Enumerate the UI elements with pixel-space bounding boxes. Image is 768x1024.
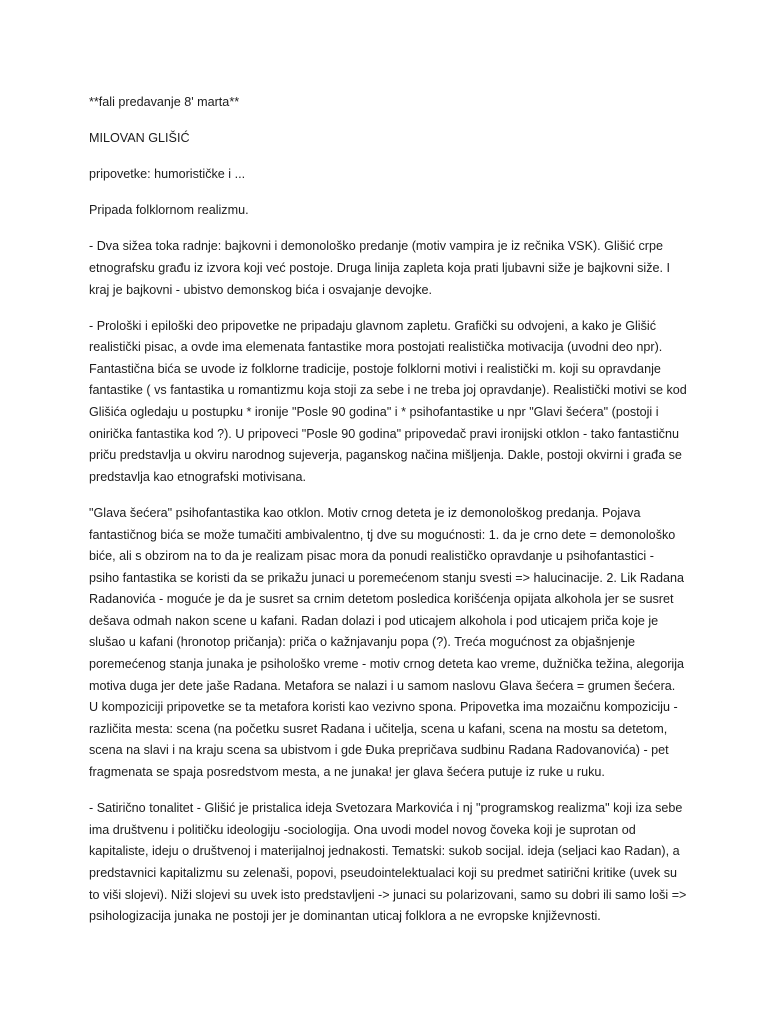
header-note: **fali predavanje 8' marta** xyxy=(89,95,240,109)
subtitle-line: pripovetke: humorističke i ... xyxy=(89,167,246,182)
paragraph-prolog-epilog: - Prološki i epiloški deo pripovetke ne pripadaju glavnom zapletu. Grafički su odvojeni, a kako je Glišić realistički pisac, a ovde ima elemenata fantastike mora postojati realistička motivacija (uvodni deo npr). Fantastična bića se uvode iz folklorne tradicije, postoje folklorni motivi i realistički m. koji su opravdanje fantastike ( vs fantastika u romantizmu koja stoji za sebe i ne treba joj opravdanje). Realistički motivi se kod Glišića ogledaju u postupku * ironije "Posle 90 godina" i * psihofantastike u npr "Glavi šećera" (postoji i onirička fantastika kod ?). U pripoveci "Posle 90 godina" pripovedač pravi ironijski otklon - tako fantastičnu priču predstavlja u okviru narodnog sujeverja, paganskog načina mišljenja. Dakle, postoji okvirni i građa se predstavlja kao etnografski motivisana. xyxy=(89,318,687,484)
paragraph-glava-secera: "Glava šećera" psihofantastika kao otklon. Motiv crnog deteta je iz demonološkog predanja. Pojava fantastičnog bića se može tumačiti ambivalentno, tj dve su mogućnosti: 1. da je crno dete = demonološko biće, ali s obzirom na to da je realizam pisac mora da ponudi realističko opravdanje u psihofantastici - psiho fantastika se koristi da se prikažu junaci u poremećenom stanju svesti => halucinacije. 2. Lik Radana Radanovića - moguće je da je susret sa crnim detetom posledica korišćenja opijata alkohola jer se susret dešava odmah nakon scene u kafani. Radan dolazi i pod uticajem alkohola i pod uticajem priča koje je slušao u kafani (hronotop pričanja): priča o kažnjavanju popa (?). Treća mogućnost za objašnjenje poremećenog stanja junaka je psihološko vreme - motiv crnog deteta kao vreme, dužnička težina, alegorija motiva duga jer dete jaše Radana. Metafora se nalazi i u samom naslovu Glava šećera = grumen šećera. U kompoziciji pripovetke se ta metafora koristi kao vezivno spona. Pripovetka ima mozaičnu kompoziciju - različita mesta: scena (na početku susret Radana i učitelja, scena u kafani, scena na mostu sa detetom, scena na slavi i na kraju scena sa ubistvom i gde Đuka prepričava sudbinu Radana Radovanovića) - pet fragmenata se spaja posredstvom mesta, a ne junaka! jer glava šećera putuje iz ruke u ruku. xyxy=(89,505,685,780)
author-heading: MILOVAN GLIŠIĆ xyxy=(89,131,190,146)
paragraph-satiricno: - Satirično tonalitet - Glišić je pristalica ideja Svetozara Markovića i nj "programskog realizma" koji iza sebe ima društvenu i političku ideologiju -sociologija. Ona uvodi model novog čoveka koji je suprotan od kapitaliste, ideju o društvenoj i materijalnoj jednakosti. Tematski: sukob socijal. ideja (seljaci kao Radan), a predstavnici kapitalizmu su zelenaši, popovi, pseudointelektualaci koji su predmet satirični kritike (uvek su to viši slojevi). Niži slojevi su uvek isto predstavljeni -> junaci su polarizovani, samo su dobri ili samo loši => psihologizacija junaka ne postoji jer je dominantan uticaj folklora a ne evropske književnosti. xyxy=(89,801,687,924)
paragraph-sizei: - Dva sižea toka radnje: bajkovni i demonološko predanje (motiv vampira je iz rečnika VSK). Glišić crpe etnografsku građu iz izvora koji već postoje. Druga linija zapleta koja prati ljubavni siže je bajkovni siže. I kraj je bajkovni - ubistvo demonskog bića i osvajanje devojke. xyxy=(89,239,671,297)
document-body xyxy=(89,92,687,942)
intro-line: Pripada folklornom realizmu. xyxy=(89,203,249,218)
